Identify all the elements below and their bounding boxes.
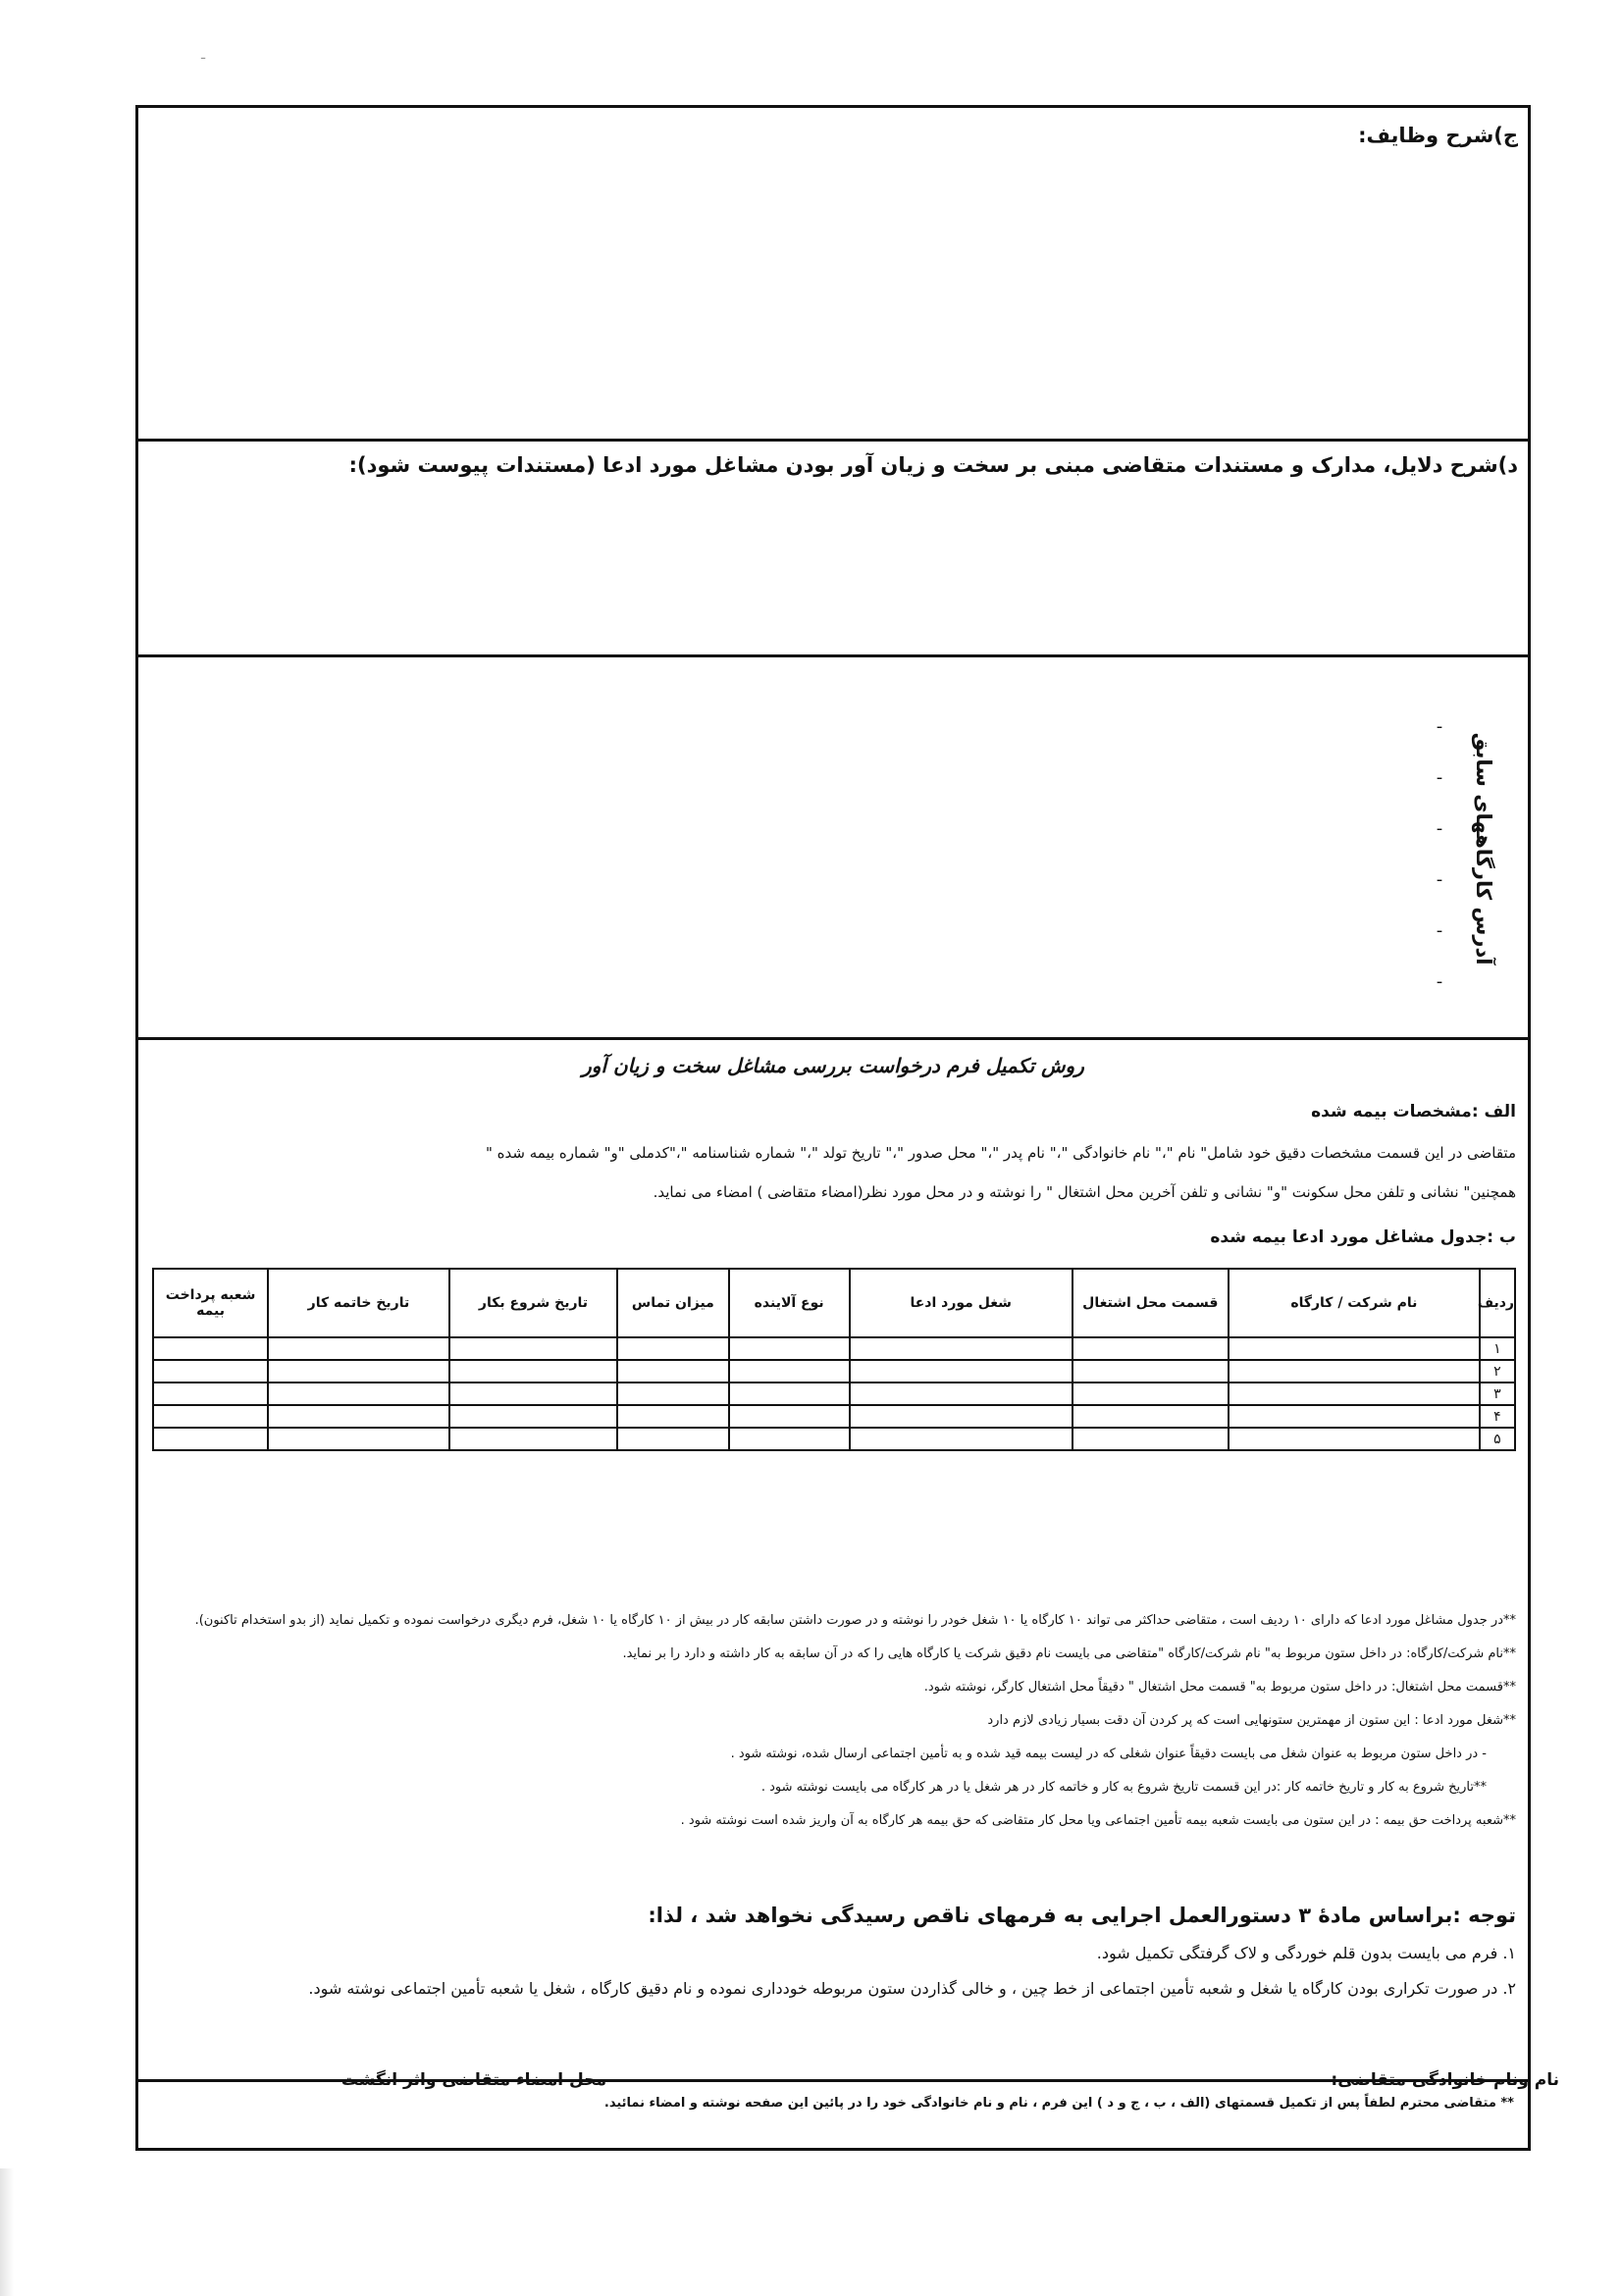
table-cell[interactable] (850, 1428, 1073, 1450)
column-header: شعبه پرداخت بیمه (153, 1269, 268, 1337)
table-cell[interactable] (1229, 1428, 1480, 1450)
row-number: ۲ (1480, 1360, 1515, 1383)
table-cell[interactable] (1229, 1383, 1480, 1405)
row-number: ۱ (1480, 1337, 1515, 1360)
notice-item: ۲. در صورت تکراری بودن کارگاه یا شغل و شعبه تأمین اجتماعی از خط چین ، و خالی گذاردن ستون مربوطه خودداری نموده و نام دقیق کارگاه ، شغل یا شعبه تأمین اجتماعی نوشته شود. (308, 1979, 1516, 1998)
table-header-row (153, 1269, 1515, 1337)
column-header: قسمت محل اشتغال (1073, 1269, 1229, 1337)
table-cell[interactable] (729, 1428, 850, 1450)
table-row (153, 1405, 1515, 1428)
table-cell[interactable] (617, 1405, 728, 1428)
table-cell[interactable] (449, 1383, 617, 1405)
addresses-label-text: آدرس کارگاههای سابق (1472, 732, 1495, 965)
part-a-line-2: همچنین" نشانی و تلفن محل سکونت "و" نشانی و تلفن آخرین محل اشتغال " را نوشته و در محل مورد نظر(امضاء متقاضی ) امضاء می نماید. (653, 1183, 1516, 1201)
instruction-notes (150, 1611, 1516, 1845)
form-page (135, 105, 1531, 2151)
row-number: ۳ (1480, 1383, 1515, 1405)
table-row (153, 1383, 1515, 1405)
note-item: **قسمت محل اشتغال: در داخل ستون مربوط به" قسمت محل اشتغال " دقیقاً محل اشتغال کارگر، نوشته شود. (923, 1680, 1516, 1695)
table-cell[interactable] (153, 1360, 268, 1383)
table-cell[interactable] (153, 1383, 268, 1405)
claimed-jobs-table (152, 1268, 1516, 1451)
table-cell[interactable] (617, 1337, 728, 1360)
address-line: - (1436, 818, 1443, 839)
scan-edge-shadow (0, 2168, 14, 2296)
part-a-heading: الف :مشخصات بیمه شده (1311, 1102, 1516, 1122)
table-cell[interactable] (850, 1337, 1073, 1360)
table-row (153, 1360, 1515, 1383)
table-cell[interactable] (729, 1360, 850, 1383)
note-item: - در داخل ستون مربوط به عنوان شغل می بایست دقیقاً عنوان شغلی که در لیست بیمه قید شده و به تأمین اجتماعی ارسال شده، نوشته شود . (730, 1747, 1487, 1761)
signature-instruction: ** متقاضی محترم لطفاً پس از تکمیل قسمتهای (الف ، ب ، ج و د ) این فرم ، نام و نام خانوادگی خود را در پائین این صفحه نوشته و امضاء نمائید. (603, 2096, 1514, 2111)
notice-block (150, 1904, 1516, 2011)
address-line: - (1436, 869, 1443, 890)
notice-title: توجه :براساس مادۀ ۳ دستورالعمل اجرایی به فرمهای ناقص رسیدگی نخواهد شد ، لذا: (648, 1904, 1516, 1927)
table-cell[interactable] (850, 1383, 1073, 1405)
column-header: شغل مورد ادعا (850, 1269, 1073, 1337)
section-job-duties (138, 108, 1528, 442)
scan-mark: ـ (201, 47, 206, 63)
table-cell[interactable] (153, 1428, 268, 1450)
section-previous-workplaces (138, 657, 1528, 1040)
table-cell[interactable] (1073, 1405, 1229, 1428)
table-cell[interactable] (268, 1383, 449, 1405)
column-header: تاریخ شروع بکار (449, 1269, 617, 1337)
note-item: **شغل مورد ادعا : این ستون از مهمترین ستونهایی است که پر کردن آن دقت بسیار زیادی لازم دارد (987, 1713, 1516, 1728)
row-number: ۵ (1480, 1428, 1515, 1450)
column-header: ردیف (1480, 1269, 1515, 1337)
table-cell[interactable] (268, 1337, 449, 1360)
column-header: نوع آلاینده (729, 1269, 850, 1337)
note-item: **شعبه پرداخت حق بیمه : در این ستون می بایست شعبه بیمه تأمین اجتماعی ویا محل کار متقاضی که حق بیمه هر کارگاه به آن واریز شده است نوشته شود . (680, 1813, 1516, 1828)
row-number: ۴ (1480, 1405, 1515, 1428)
table-cell[interactable] (1229, 1360, 1480, 1383)
table-cell[interactable] (268, 1405, 449, 1428)
table-cell[interactable] (850, 1405, 1073, 1428)
table-cell[interactable] (153, 1337, 268, 1360)
column-header: میزان تماس (617, 1269, 728, 1337)
table-cell[interactable] (268, 1428, 449, 1450)
table-cell[interactable] (617, 1383, 728, 1405)
notice-item: ۱. فرم می بایست بدون قلم خوردگی و لاک گرفتگی تکمیل شود. (1096, 1944, 1516, 1962)
table-row (153, 1337, 1515, 1360)
method-title: روش تکمیل فرم درخواست بررسی مشاغل سخت و زیان آور (582, 1054, 1084, 1077)
table-cell[interactable] (153, 1405, 268, 1428)
table-cell[interactable] (850, 1360, 1073, 1383)
table-cell[interactable] (449, 1360, 617, 1383)
table-cell[interactable] (617, 1360, 728, 1383)
address-line: - (1436, 920, 1443, 941)
table-cell[interactable] (617, 1428, 728, 1450)
table-cell[interactable] (1073, 1428, 1229, 1450)
signature-fingerprint-label: محل امضاء متقاضی واثر انگشت (340, 2070, 606, 2090)
section-signature (138, 2082, 1528, 2154)
address-line: - (1436, 767, 1443, 788)
section-c-heading: ج)شرح وظايف: (1358, 124, 1518, 147)
table-cell[interactable] (729, 1405, 850, 1428)
address-line: - (1436, 716, 1443, 737)
table-cell[interactable] (1073, 1383, 1229, 1405)
address-lines (1432, 716, 1447, 1022)
note-item: **تاریخ شروع به کار و تاریخ خاتمه کار :در این قسمت تاریخ شروع به کار و خاتمه کار در هر شغل یا در هر کارگاه می بایست نوشته شود . (760, 1780, 1487, 1795)
applicant-name-label: نام ونام خانوادگی متقاضی: (1331, 2070, 1559, 2090)
table-cell[interactable] (729, 1337, 850, 1360)
address-line: - (1436, 971, 1443, 992)
column-header: نام شرکت / کارگاه (1229, 1269, 1480, 1337)
table-cell[interactable] (1229, 1405, 1480, 1428)
table-cell[interactable] (268, 1360, 449, 1383)
table-cell[interactable] (449, 1428, 617, 1450)
table-cell[interactable] (449, 1405, 617, 1428)
table-cell[interactable] (1229, 1337, 1480, 1360)
section-reasons-documents (138, 442, 1528, 657)
table-cell[interactable] (1073, 1360, 1229, 1383)
table-cell[interactable] (729, 1383, 850, 1405)
table-cell[interactable] (1073, 1337, 1229, 1360)
section-completion-method (138, 1040, 1528, 2082)
part-b-heading: ب :جدول مشاغل مورد ادعا بیمه شده (1210, 1227, 1516, 1247)
section-d-heading: د)شرح دلایل، مدارک و مستندات متقاضی مبنی بر سخت و زیان آور بودن مشاغل مورد ادعا (مستندات پیوست شود): (348, 453, 1518, 477)
table-row (153, 1428, 1515, 1450)
table-cell[interactable] (449, 1337, 617, 1360)
note-item: **نام شرکت/کارگاه: در داخل ستون مربوط به" نام شرکت/کارگاه "متقاضی می بایست نام دقیق شرکت یا کارگاه هایی را که در آن سابقه به کار داشته و دارد را بر نماید. (622, 1646, 1516, 1661)
column-header: تاریخ خاتمه کار (268, 1269, 449, 1337)
note-item: **در جدول مشاغل مورد ادعا که دارای ۱۰ ردیف است ، متقاضی حداکثر می تواند ۱۰ کارگاه یا ۱۰ شغل خودر را نوشته و در صورت داشتن سابقه کار در بیش از ۱۰ کارگاه یا ۱۰ شغل، فرم دیگری درخواست نموده و تکمیل نماید (از بدو استخدام تاکنون). (194, 1613, 1516, 1628)
part-a-line-1: متقاضی در این قسمت مشخصات دقیق خود شامل" نام "،" نام خانوادگی "،" نام پدر "،" محل صدور "،" تاریخ تولد "،" شماره شناسنامه "،"کدملی "و" شماره بیمه شده " (486, 1144, 1516, 1162)
addresses-label (1462, 732, 1505, 965)
